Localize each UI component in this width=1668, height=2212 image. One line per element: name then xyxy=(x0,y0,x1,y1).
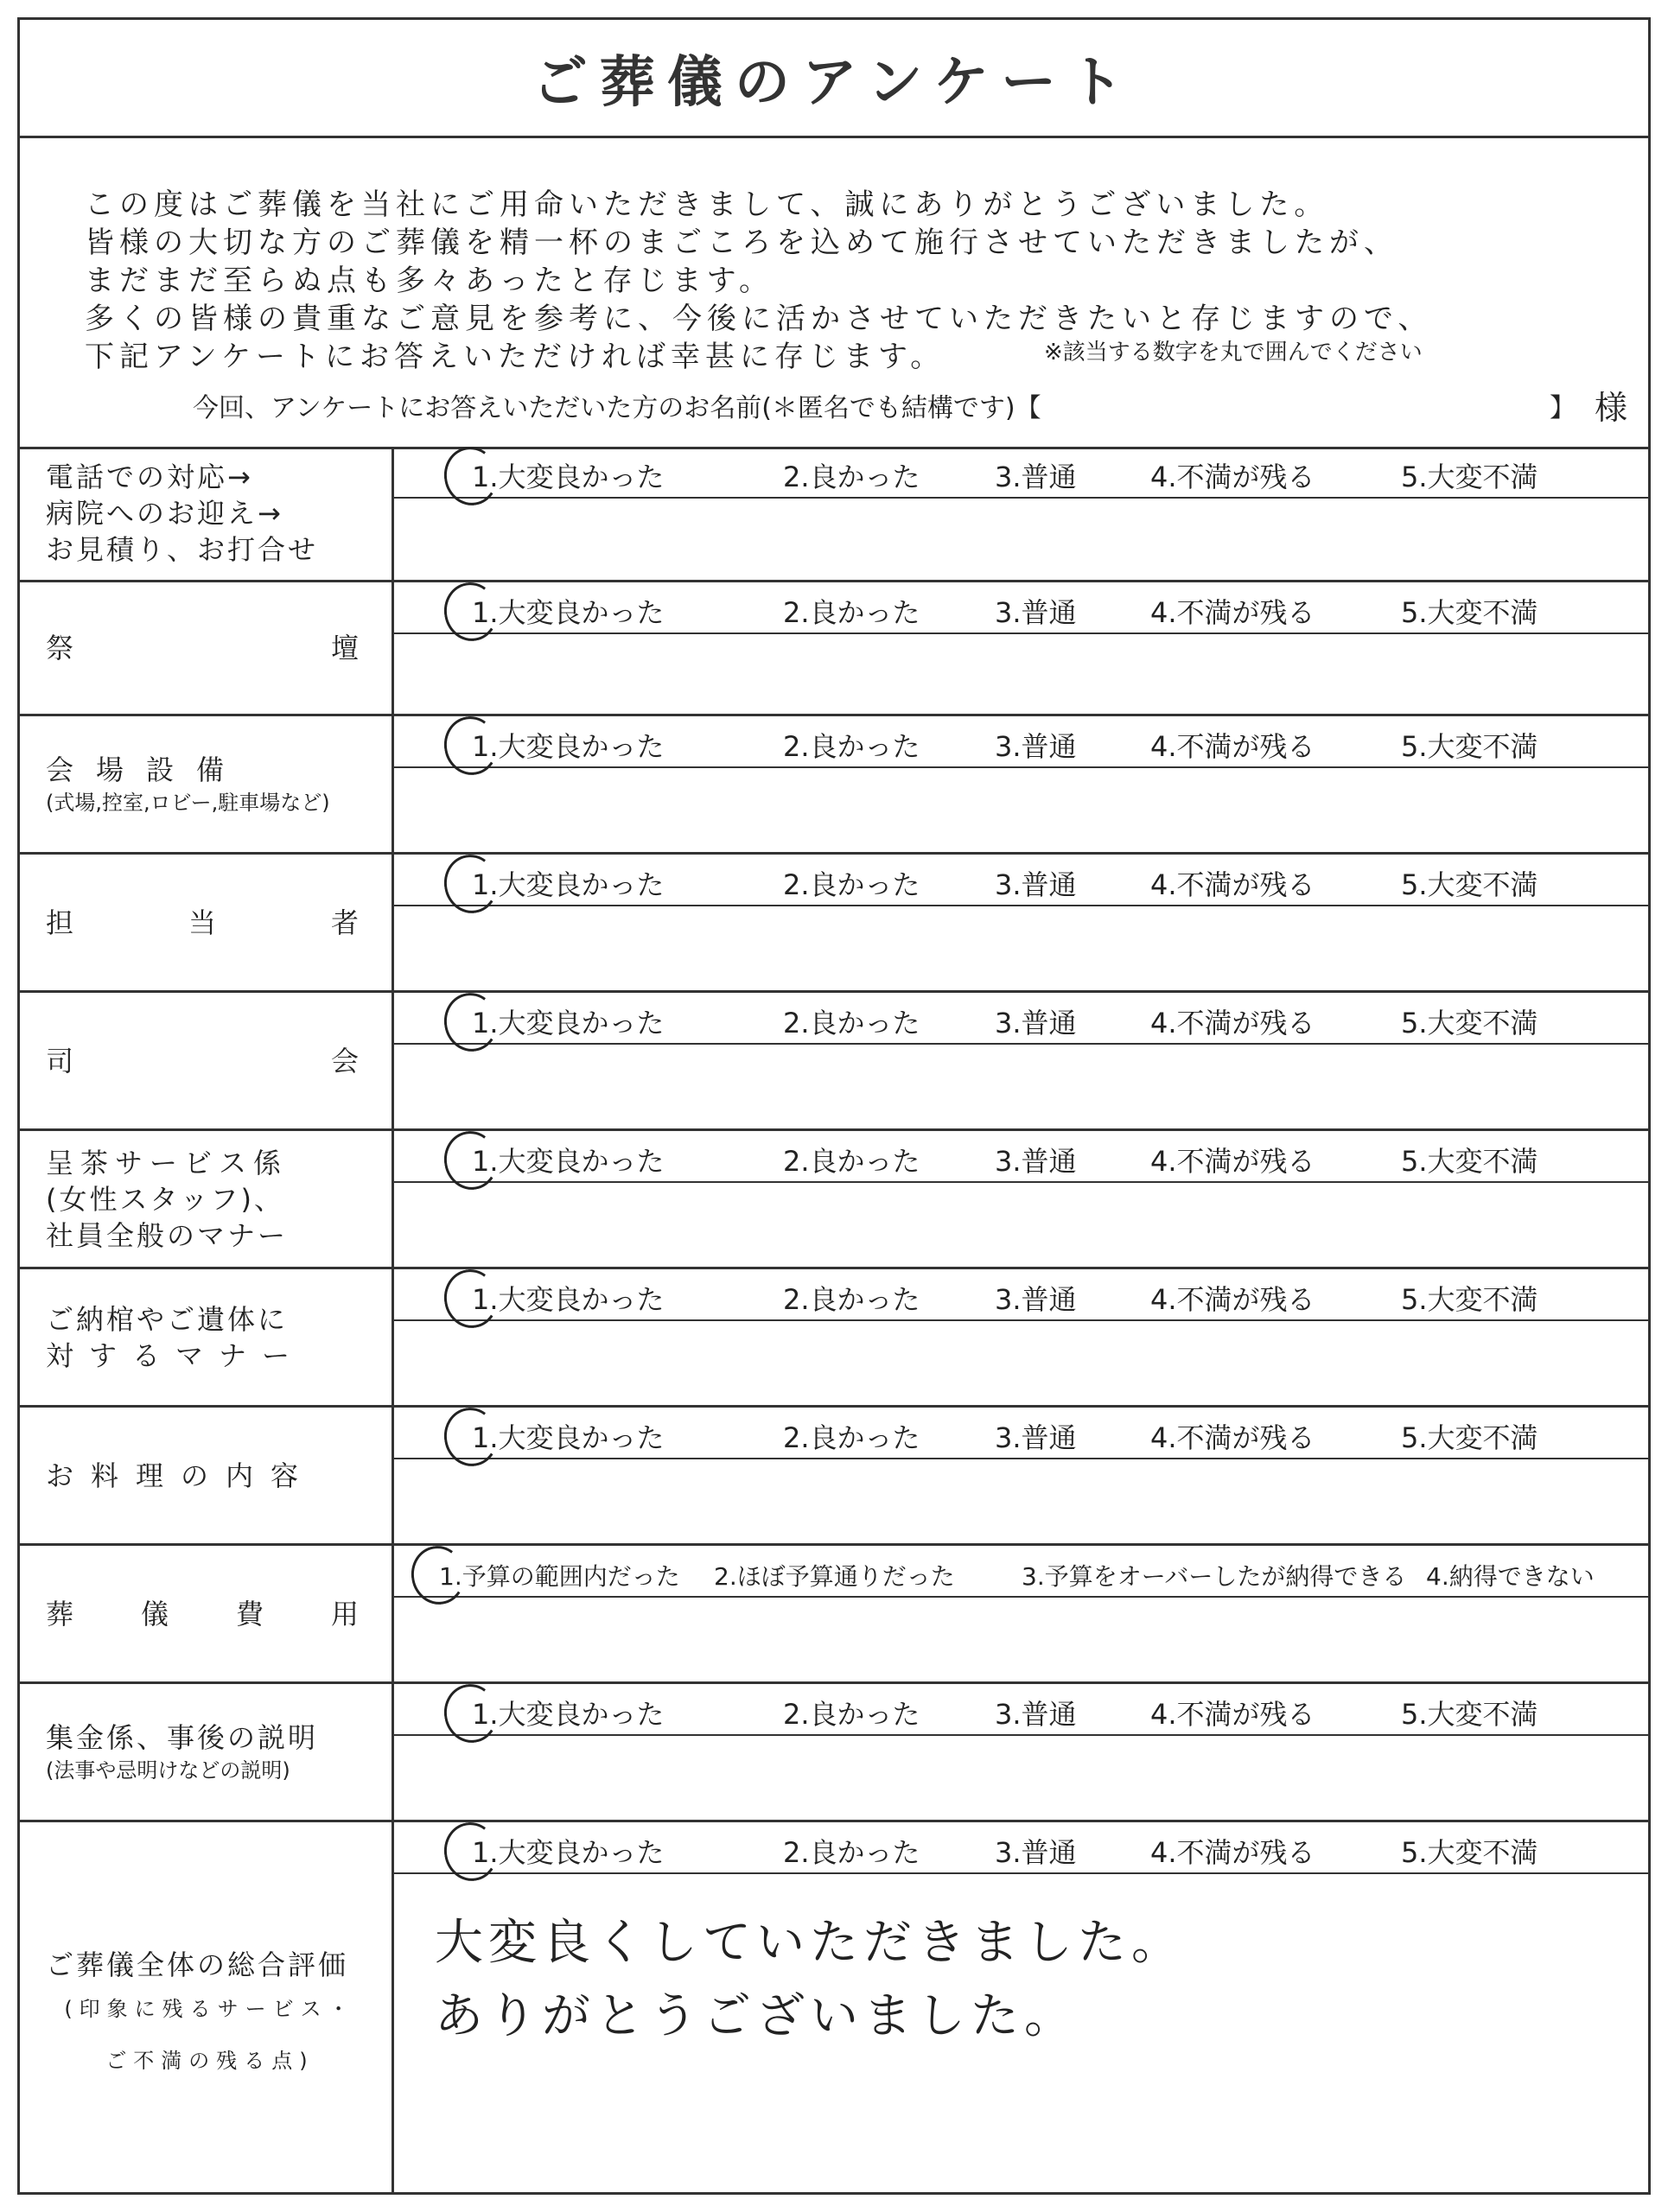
question-row xyxy=(20,582,1648,716)
rating-options xyxy=(394,993,1648,1045)
rating-option[interactable]: 5.大変不満 xyxy=(1401,1283,1538,1316)
rating-option[interactable]: 4.不満が残る xyxy=(1150,1283,1315,1316)
rating-option[interactable]: 5.大変不満 xyxy=(1401,868,1538,901)
selection-circle-mark xyxy=(440,578,503,645)
selection-circle-mark xyxy=(440,1265,503,1332)
intro-section xyxy=(20,136,1648,449)
rating-option[interactable]: 2.良かった xyxy=(783,596,920,629)
rating-option[interactable]: 2.良かった xyxy=(783,730,920,763)
rating-option[interactable]: 1.大変良かった xyxy=(472,1145,665,1178)
question-label-text: ご納棺やご遺体に xyxy=(46,1302,289,1336)
selection-circle-mark xyxy=(440,712,503,779)
rating-option[interactable]: 3.普通 xyxy=(995,868,1077,901)
question-label-text: 壇 xyxy=(330,632,361,664)
question-row xyxy=(20,1131,1648,1269)
rating-option[interactable]: 2.良かった xyxy=(783,1007,920,1039)
rating-option[interactable]: 5.大変不満 xyxy=(1401,461,1538,493)
rating-option[interactable]: 1.大変良かった xyxy=(472,461,665,493)
question-label-text: 担 xyxy=(46,906,77,939)
rating-option[interactable]: 3.普通 xyxy=(995,1698,1077,1731)
rating-options xyxy=(394,1822,1648,1874)
rating-option[interactable]: 1.大変良かった xyxy=(472,1698,665,1731)
rating-option[interactable]: 4.不満が残る xyxy=(1150,1145,1315,1178)
intro-line: 皆様の大切な方のご葬儀を精一杯のまごころを込めて施行させていただきましたが、 xyxy=(85,226,1398,260)
question-label-text: 呈茶サービス係 xyxy=(46,1146,289,1179)
selection-circle-mark xyxy=(440,850,503,918)
rating-option[interactable]: 5.大変不満 xyxy=(1401,596,1538,629)
question-label-text: (女性スタッフ)、 xyxy=(46,1182,284,1216)
rating-options xyxy=(394,447,1648,499)
question-label xyxy=(46,582,374,714)
rating-option[interactable]: 4.不満が残る xyxy=(1150,461,1315,493)
question-label-text: 社員全般のマナー xyxy=(46,1218,289,1252)
rating-options xyxy=(394,582,1648,634)
rating-option[interactable]: 4.不満が残る xyxy=(1150,730,1315,763)
instruction-note: ※該当する数字を丸で囲んでください xyxy=(1044,340,1423,365)
rating-option[interactable]: 2.良かった xyxy=(783,1698,920,1731)
rating-option[interactable]: 1.大変良かった xyxy=(472,1283,665,1316)
question-label-text: 電話での対応→ xyxy=(46,461,253,493)
question-label-text: 会 xyxy=(330,1044,361,1077)
question-label-text: 者 xyxy=(330,906,361,939)
question-row xyxy=(20,447,1648,582)
respondent-name-label: 今回、アンケートにお答えいただいた方のお名前(＊匿名でも結構です)【 xyxy=(193,393,1041,423)
rating-option[interactable]: 4.不満が残る xyxy=(1150,868,1315,901)
rating-options xyxy=(394,1684,1648,1736)
rating-option[interactable]: 5.大変不満 xyxy=(1401,1007,1538,1039)
rating-options xyxy=(394,1408,1648,1459)
question-label-text: 病院へのお迎え→ xyxy=(46,497,283,530)
rating-option[interactable]: 1.大変良かった xyxy=(472,868,665,901)
question-label xyxy=(46,447,374,580)
question-row xyxy=(20,1269,1648,1408)
rating-option[interactable]: 2.良かった xyxy=(783,1145,920,1178)
question-sublabel: (法事や忌明けなどの説明) xyxy=(46,1758,290,1783)
question-label-text: 葬 xyxy=(46,1597,77,1630)
rating-option[interactable]: 4.納得できない xyxy=(1426,1562,1595,1591)
rating-option[interactable]: 4.不満が残る xyxy=(1150,1007,1315,1039)
question-row xyxy=(20,855,1648,993)
question-label-text: 会場設備 xyxy=(46,753,247,786)
rating-option[interactable]: 5.大変不満 xyxy=(1401,730,1538,763)
question-label-text: 司 xyxy=(46,1044,77,1077)
rating-option[interactable]: 3.普通 xyxy=(995,1836,1077,1869)
selection-circle-mark xyxy=(440,1818,503,1885)
rating-option[interactable]: 3.普通 xyxy=(995,596,1077,629)
intro-line: 多くの皆様の貴重なご意見を参考に、今後に活かさせていただきたいと存じますので、 xyxy=(85,302,1433,336)
question-label-text: 費 xyxy=(235,1597,266,1630)
rating-option[interactable]: 2.良かった xyxy=(783,461,920,493)
rating-option[interactable]: 3.普通 xyxy=(995,1007,1077,1039)
rating-option[interactable]: 4.不満が残る xyxy=(1150,1421,1315,1454)
name-suffix: 様 xyxy=(1595,389,1628,427)
question-label-text: 儀 xyxy=(140,1597,171,1630)
question-sublabel: (印象に残るサービス・ xyxy=(64,1996,356,2021)
survey-sheet xyxy=(17,17,1651,2195)
selection-circle-mark xyxy=(440,1127,503,1194)
rating-option[interactable]: 1.大変良かった xyxy=(472,1836,665,1869)
rating-option[interactable]: 2.ほぼ予算通りだった xyxy=(714,1562,955,1591)
question-sublabel: (式場,控室,ロビー,駐車場など) xyxy=(46,790,330,815)
question-label-text: 集金係、事後の説明 xyxy=(46,1720,319,1754)
intro-line: まだまだ至らぬ点も多々あったと存じます。 xyxy=(85,264,774,298)
rating-option[interactable]: 1.大変良かった xyxy=(472,1007,665,1039)
handwritten-comment: ありがとうございました。 xyxy=(435,1988,1078,2044)
question-label-text: お料理の内容 xyxy=(46,1459,316,1492)
question-label xyxy=(46,1269,374,1405)
question-label xyxy=(46,1872,374,2160)
name-bracket-close: 】 xyxy=(1550,393,1576,423)
question-row xyxy=(20,1684,1648,1822)
question-label xyxy=(46,993,374,1128)
rating-option[interactable]: 3.普通 xyxy=(995,1283,1077,1316)
selection-circle-mark xyxy=(440,1680,503,1747)
question-label xyxy=(46,1684,374,1820)
rating-option[interactable]: 3.予算をオーバーしたが納得できる xyxy=(1022,1562,1407,1591)
rating-option[interactable]: 4.不満が残る xyxy=(1150,1836,1315,1869)
rating-option[interactable]: 1.大変良かった xyxy=(472,730,665,763)
rating-option[interactable]: 2.良かった xyxy=(783,1421,920,1454)
question-rows xyxy=(20,447,1648,2195)
question-row xyxy=(20,1546,1648,1684)
question-label xyxy=(46,716,374,852)
rating-option[interactable]: 3.普通 xyxy=(995,461,1077,493)
question-row xyxy=(20,1822,1648,2160)
page-title: ご葬儀のアンケート xyxy=(20,20,1648,138)
question-label xyxy=(46,855,374,990)
question-label xyxy=(46,1131,374,1267)
rating-option[interactable]: 2.良かった xyxy=(783,1283,920,1316)
question-label-text: 用 xyxy=(330,1597,361,1630)
question-row xyxy=(20,716,1648,855)
rating-option[interactable]: 1.予算の範囲内だった xyxy=(439,1562,680,1591)
question-label-text: 祭 xyxy=(46,632,77,664)
rating-option[interactable]: 3.普通 xyxy=(995,730,1077,763)
question-label-text: ご葬儀全体の総合評価 xyxy=(46,1948,349,1981)
handwritten-comment: 大変良くしていただきました。 xyxy=(435,1915,1185,1971)
rating-options xyxy=(394,855,1648,906)
question-sublabel: ご不満の残る点) xyxy=(105,2048,315,2073)
question-label-text: 対するマナー xyxy=(46,1338,306,1372)
selection-circle-mark xyxy=(440,988,503,1056)
question-row xyxy=(20,993,1648,1131)
rating-option[interactable]: 4.不満が残る xyxy=(1150,1698,1315,1731)
rating-option[interactable]: 1.大変良かった xyxy=(472,596,665,629)
rating-option[interactable]: 3.普通 xyxy=(995,1145,1077,1178)
rating-option[interactable]: 5.大変不満 xyxy=(1401,1836,1538,1869)
selection-circle-mark xyxy=(440,1403,503,1471)
rating-option[interactable]: 2.良かった xyxy=(783,1836,920,1869)
rating-options xyxy=(394,716,1648,768)
rating-option[interactable]: 5.大変不満 xyxy=(1401,1698,1538,1731)
rating-option[interactable]: 5.大変不満 xyxy=(1401,1421,1538,1454)
intro-line: 下記アンケートにお答えいただければ幸甚に存じます。 xyxy=(85,340,945,374)
rating-option[interactable]: 4.不満が残る xyxy=(1150,596,1315,629)
rating-option[interactable]: 1.大変良かった xyxy=(472,1421,665,1454)
rating-option[interactable]: 3.普通 xyxy=(995,1421,1077,1454)
rating-option[interactable]: 5.大変不満 xyxy=(1401,1145,1538,1178)
rating-options xyxy=(394,1131,1648,1183)
rating-options xyxy=(394,1269,1648,1321)
selection-circle-mark xyxy=(440,442,503,510)
question-label-text: お見積り、お打合せ xyxy=(46,533,319,566)
rating-option[interactable]: 2.良かった xyxy=(783,868,920,901)
selection-circle-mark xyxy=(407,1541,470,1609)
question-row xyxy=(20,1408,1648,1546)
question-label-text: 当 xyxy=(188,906,219,939)
question-label xyxy=(46,1546,374,1681)
question-label xyxy=(46,1408,374,1543)
rating-options xyxy=(394,1546,1648,1598)
intro-line: この度はご葬儀を当社にご用命いただきまして、誠にありがとうございました。 xyxy=(85,188,1329,222)
